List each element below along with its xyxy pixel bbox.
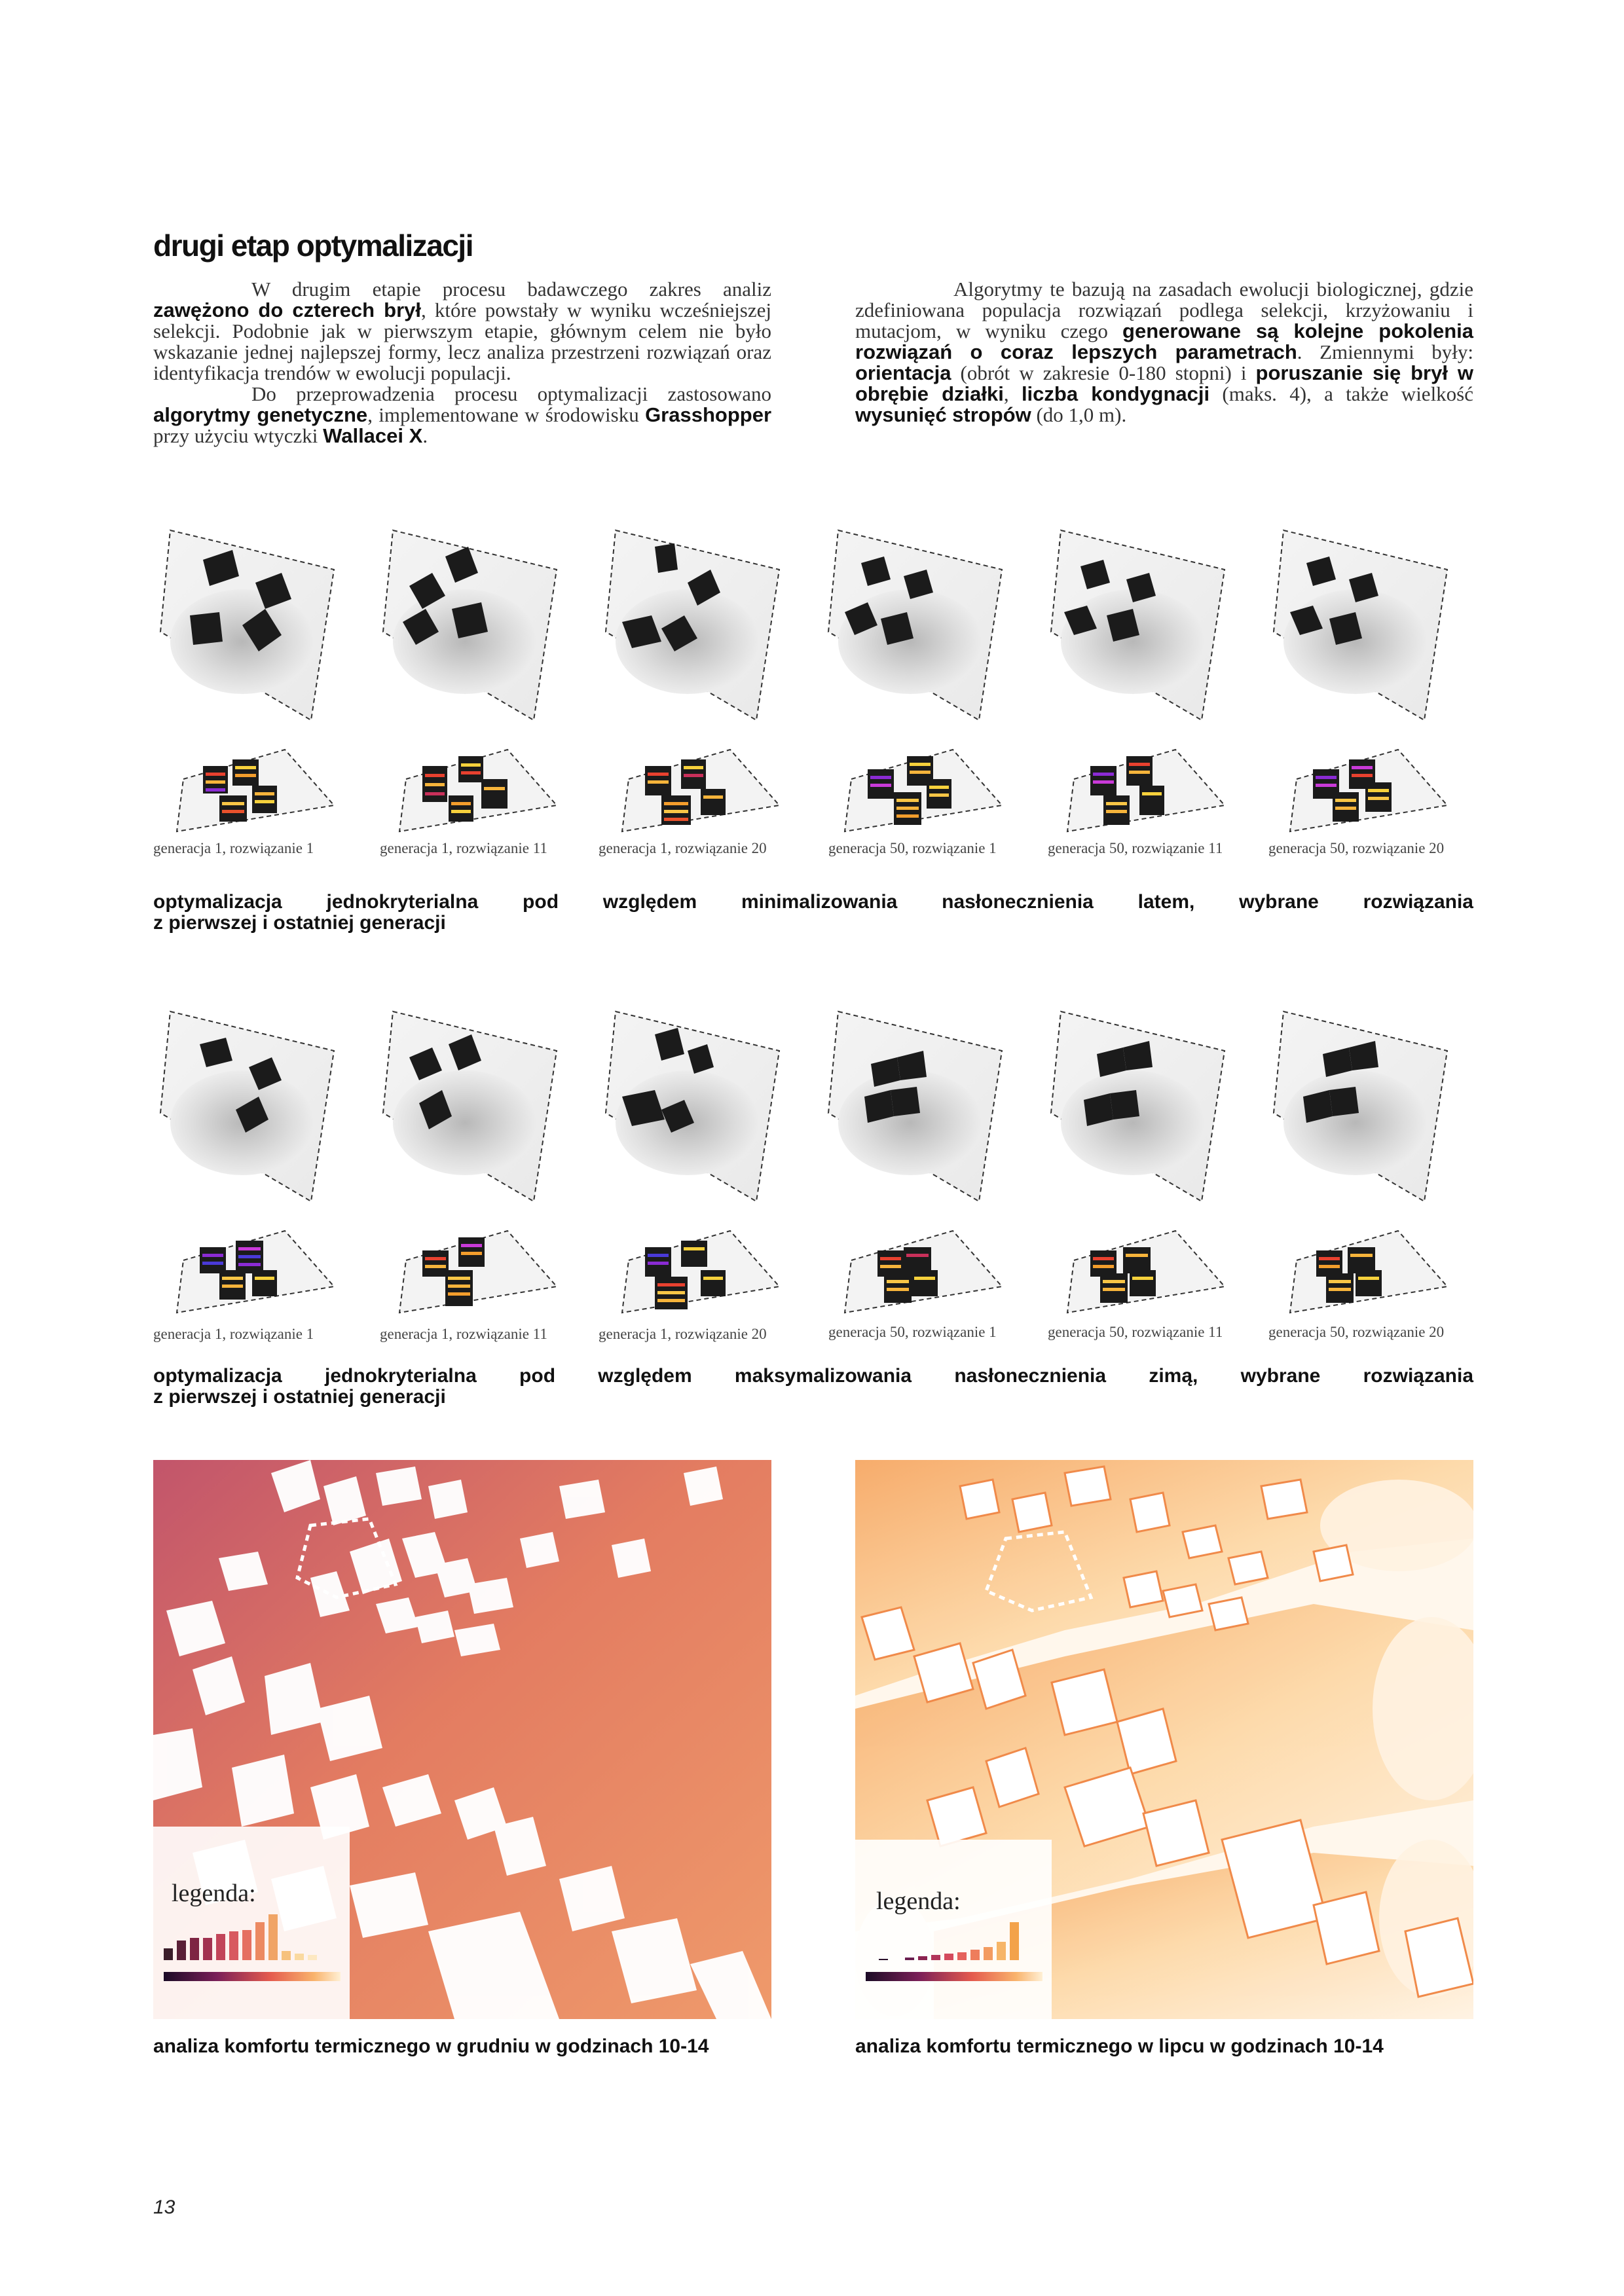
legend-title-july: legenda:: [876, 1887, 961, 1915]
set2-axo-3: [622, 1231, 779, 1313]
set2-label-5: generacja 50, rozwiązanie 11: [1048, 1324, 1223, 1340]
set1-axo-2: [399, 750, 557, 831]
set2-label-2: generacja 1, rozwiązanie 11: [380, 1326, 547, 1342]
set2-plan-4: [828, 1011, 1002, 1201]
set2-plan-2: [383, 1011, 557, 1201]
caption-july: analiza komfortu termicznego w lipcu w godzinach 10-14: [855, 2035, 1384, 2057]
page-number: 13: [153, 2196, 175, 2218]
intro-text-left: [153, 279, 771, 446]
set2-axo-4: [845, 1231, 1002, 1313]
caption-december: analiza komfortu termicznego w grudniu w godzinach 10-14: [153, 2035, 709, 2057]
set1-axo-4: [845, 750, 1002, 831]
set2-plan-1: [160, 1011, 334, 1201]
paragraph-3: Algorytmy te bazują na zasadach ewolucji biologicznej, gdzie zdefiniowana populacja rozwiązań podlega selekcji, krzyżowaniu i mutacjom, w wyniku czego generowane są kolejne pokolenia rozwiązań o coraz lepszych parametrach. Zmiennymi były: orientacja (obrót w zakresie 0-180 stopni) i poruszanie się brył w obrębie działki, liczba kondygnacji (maks. 4), a także wielkość wysunięć stropów (do 1,0 m).: [855, 278, 1474, 426]
intro-text-right: [855, 279, 1473, 426]
set1-axo-6: [1290, 750, 1447, 831]
set2-axo-1: [177, 1231, 334, 1313]
set2-plan-5: [1051, 1011, 1225, 1201]
set2-diagrams: [151, 1005, 1480, 1372]
set1-plan-1: [160, 530, 334, 720]
set1-label-4: generacja 50, rozwiązanie 1: [828, 840, 997, 856]
set2-plan-6: [1274, 1011, 1447, 1201]
set2-label-3: generacja 1, rozwiązanie 20: [599, 1326, 767, 1342]
set2-plan-3: [606, 1011, 779, 1201]
set1-plan-2: [383, 530, 557, 720]
set2-axo-6: [1290, 1231, 1447, 1313]
paragraph-2: Do przeprowadzenia procesu optymalizacji zastosowano algorytmy genetyczne, implementowane w środowisku Grasshopper przy użyciu wtyczki Wallacei X.: [153, 382, 772, 447]
set1-plan-5: [1051, 530, 1225, 720]
set1-plan-4: [828, 530, 1002, 720]
set2-label-6: generacja 50, rozwiązanie 20: [1268, 1324, 1445, 1340]
set1-axo-3: [622, 750, 779, 831]
set1-plan-3: [606, 530, 779, 720]
set1-label-1: generacja 1, rozwiązanie 1: [153, 840, 314, 856]
set1-label-2: generacja 1, rozwiązanie 11: [380, 840, 547, 856]
page-title: drugi etap optymalizacji: [153, 228, 473, 263]
set2-label-4: generacja 50, rozwiązanie 1: [828, 1324, 997, 1340]
set1-plan-6: [1274, 530, 1447, 720]
thermal-map-december: [153, 1460, 771, 2019]
set1-label-5: generacja 50, rozwiązanie 11: [1048, 840, 1223, 856]
set1-caption: optymalizacja jednokryterialna pod względem minimalizowania nasłonecznienia latem, wybrane rozwiązania z pierwszej i ostatniej generacji: [153, 891, 1473, 934]
set1-label-3: generacja 1, rozwiązanie 20: [599, 840, 767, 856]
set2-axo-5: [1067, 1231, 1225, 1313]
set2-label-1: generacja 1, rozwiązanie 1: [153, 1326, 314, 1342]
set1-label-6: generacja 50, rozwiązanie 20: [1268, 840, 1445, 856]
thermal-map-july: [855, 1460, 1473, 2019]
legend-title-december: legenda:: [172, 1880, 256, 1907]
set2-caption: optymalizacja jednokryterialna pod względem maksymalizowania nasłonecznienia zimą, wybrane rozwiązania z pierwszej i ostatniej generacji: [153, 1365, 1473, 1408]
set1-axo-5: [1067, 750, 1225, 831]
set1-diagrams: [151, 524, 1480, 890]
paragraph-1: W drugim etapie procesu badawczego zakres analiz zawężono do czterech brył, które powstały w wyniku wcześniejszej selekcji. Podobnie jak w pierwszym etapie, głównym celem nie było wskazanie jednej najlepszej formy, lecz analiza przestrzeni rozwiązań oraz identyfikacja trendów w ewolucji populacji.: [153, 278, 771, 384]
set1-axo-1: [177, 750, 334, 831]
set2-axo-2: [399, 1231, 557, 1313]
